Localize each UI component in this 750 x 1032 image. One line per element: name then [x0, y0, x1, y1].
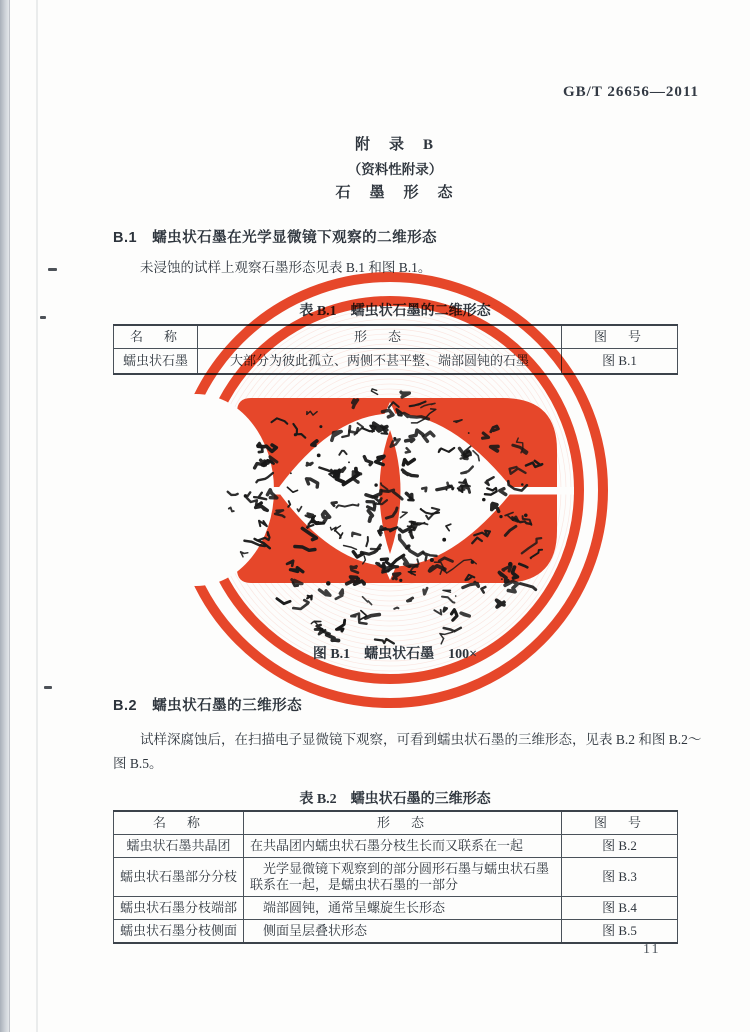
scan-mark [48, 268, 57, 271]
cell-name: 蠕虫状石墨分枝侧面 [114, 920, 244, 944]
cell-fig: 图 B.3 [562, 858, 678, 897]
figure-b1-caption: 图 B.1 蠕虫状石墨 100× [312, 647, 478, 662]
scan-mark [40, 316, 46, 319]
cell-fig: 图 B.4 [562, 897, 678, 920]
cell-form: 端部圆钝，通常呈螺旋生长形态 [244, 897, 562, 920]
cell-name: 蠕虫状石墨部分分枝 [114, 858, 244, 897]
page-fold-line [36, 0, 38, 1032]
cell-name: 蠕虫状石墨共晶团 [114, 835, 244, 858]
standard-number: GB/T 26656—2011 [563, 84, 699, 100]
appendix-subtitle: （资料性附录） [347, 162, 443, 177]
cell-form: 光学显微镜下观察到的部分圆形石墨与蠕虫状石墨联系在一起，是蠕虫状石墨的一部分 [244, 858, 562, 897]
table-row [114, 835, 678, 858]
scan-mark [44, 686, 52, 689]
table-b2-header-form: 形 态 [244, 811, 562, 835]
section-b2-paragraph: 试样深腐蚀后，在扫描电子显微镜下观察，可看到蠕虫状石墨的三维形态，见表 B.2 和图 B.2～图 B.5。 [113, 732, 702, 771]
section-b1-paragraph: 未浸蚀的试样上观察石墨形态见表 B.1 和图 B.1。 [140, 260, 432, 275]
stamp-b-logo [150, 394, 574, 586]
table-b1-header-name: 名 称 [114, 325, 198, 349]
scan-edge-bar [0, 0, 9, 1032]
table-b1-cell-fig: 图 B.1 [562, 349, 678, 374]
table-b1-cell-name: 蠕虫状石墨 [114, 349, 198, 374]
table-b1-header-form: 形 态 [198, 325, 562, 349]
appendix-topic: 石 墨 形 态 [335, 185, 455, 201]
section-b1-heading: B.1 蠕虫状石墨在光学显微镜下观察的二维形态 [113, 230, 438, 246]
cell-name: 蠕虫状石墨分枝端部 [114, 897, 244, 920]
cell-form: 侧面呈层叠状形态 [244, 920, 562, 944]
table-b1-header-fig: 图 号 [562, 325, 678, 349]
cell-fig: 图 B.2 [562, 835, 678, 858]
table-b2-header-name: 名 称 [114, 811, 244, 835]
table-b2-title: 表 B.2 蠕虫状石墨的三维形态 [299, 792, 491, 807]
cell-fig: 图 B.5 [562, 920, 678, 944]
table-b1-title: 表 B.1 蠕虫状石墨的二维形态 [299, 304, 491, 319]
table-row [114, 920, 678, 944]
section-b2-heading: B.2 蠕虫状石墨的三维形态 [113, 698, 303, 714]
appendix-title: 附 录 B [354, 137, 435, 153]
table-b2-header-row [114, 811, 678, 835]
table-b2 [113, 810, 678, 944]
scan-edge-line [9, 0, 10, 1032]
table-row [114, 858, 678, 897]
table-b2-header-fig: 图 号 [562, 811, 678, 835]
cell-form: 在共晶团内蠕虫状石墨分枝生长而又联系在一起 [244, 835, 562, 858]
page-number: 11 [643, 942, 661, 957]
table-b1-cell-form: 大部分为彼此孤立、两侧不甚平整、端部圆钝的石墨 [198, 349, 562, 374]
table-row [114, 897, 678, 920]
